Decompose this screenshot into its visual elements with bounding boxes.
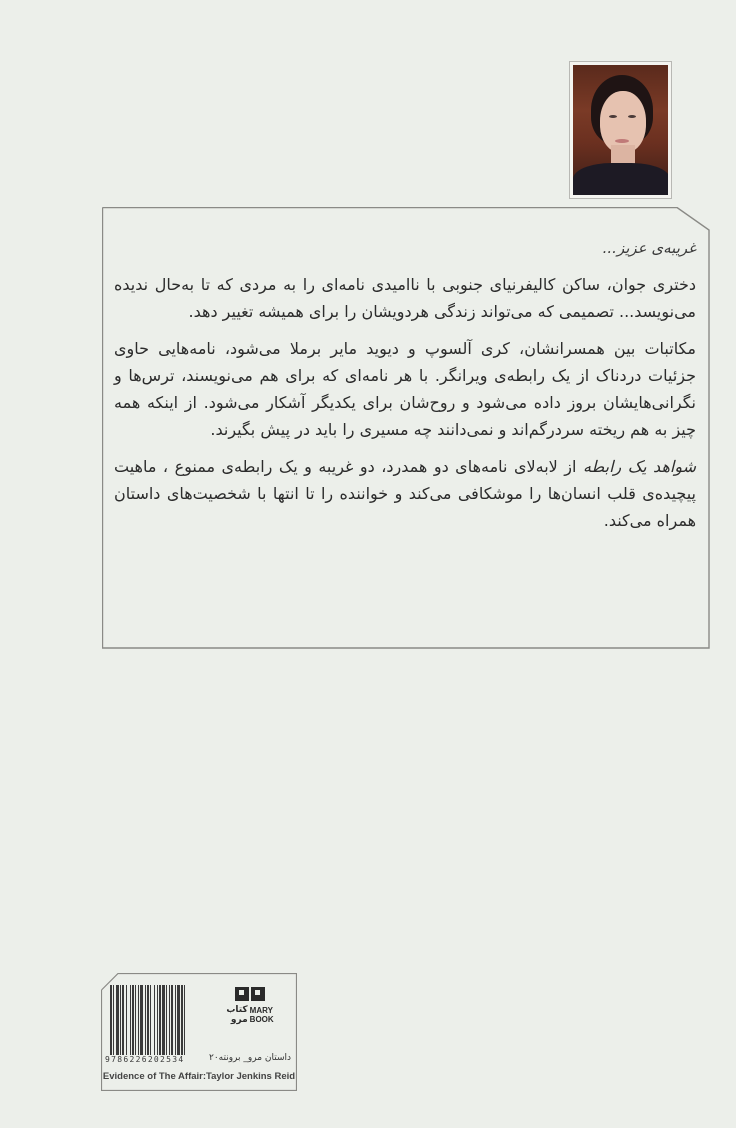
blurb-paragraph-1: دختری جوان، ساکن کالیفرنیای جنوبی با ناامیدی نامه‌ای را به مردی که تا به‌حال ندیده می‌نویسد... تصمیمی که می‌تواند زندگی هردویشان را برای همیشه تغییر دهد. bbox=[114, 275, 696, 321]
blurb-box bbox=[102, 207, 710, 649]
author-portrait-image bbox=[573, 65, 668, 195]
publisher-name-fa: کتاب مرو bbox=[226, 1005, 248, 1025]
barcode-box bbox=[101, 973, 297, 1091]
book-title: شواهد یک رابطه bbox=[582, 457, 696, 476]
blurb-paragraph-3 bbox=[114, 453, 696, 534]
blurb-heading: غریبه‌ی عزیز... bbox=[602, 239, 696, 257]
isbn-digits: 9786226202534 bbox=[105, 1055, 185, 1064]
author-photo bbox=[569, 61, 672, 199]
publisher-logo bbox=[219, 983, 281, 1043]
publisher-name-en: MARY BOOK bbox=[249, 1006, 274, 1024]
blurb-content bbox=[114, 239, 696, 544]
book-caption: Evidence of The Affair:Taylor Jenkins Reid bbox=[102, 1071, 296, 1082]
blurb-paragraph-2: مکاتبات بین همسرانشان، کری آلسوپ و دیوید مایر برملا می‌شود، نامه‌هایی حاوی جزئیات دردناک از یک رابطه‌ی ویرانگر. با هر نامه‌ای که برای هم می‌نویسند، ترس‌ها و نگرانی‌هایشان بروز داده می‌شود و روح‌شان برای یکدیگر آشکار می‌شود. از اینکه همه چیز به هم ریخته سردرگم‌اند و نمی‌دانند چه مسیری را باید در پیش بگیرند. bbox=[114, 339, 696, 439]
series-label: داستان مرو_ برونته۲۰ bbox=[208, 1053, 291, 1063]
publisher-logo-icon bbox=[219, 987, 281, 1001]
barcode-image bbox=[110, 985, 208, 1055]
blurb-paragraph-3-text: از لابه‌لای نامه‌های دو همدرد، دو غریبه و یک رابطه‌ی ممنوع ، ماهیت پیچیده‌ی قلب انسان‌ها را موشکافی می‌کند و خواننده را تا انتها با شخصیت‌های داستان همراه می‌کند. bbox=[114, 457, 696, 530]
